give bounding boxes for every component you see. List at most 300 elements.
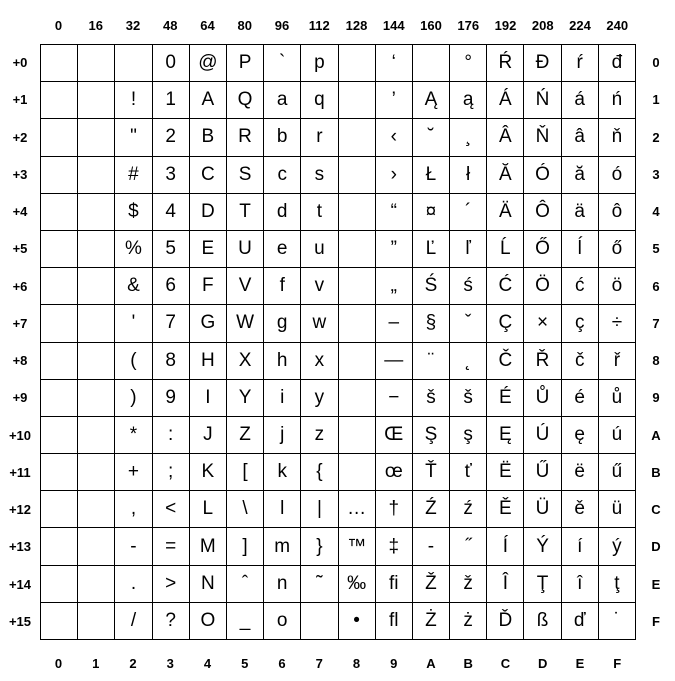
grid-row <box>41 193 636 230</box>
glyph-cell: [ <box>226 454 263 491</box>
glyph-cell: : <box>152 416 189 453</box>
glyph-cell <box>78 45 115 82</box>
glyph-cell: Y <box>226 379 263 416</box>
glyph-cell: n <box>264 565 301 602</box>
glyph-cell: ´ <box>450 193 487 230</box>
column-footer: F <box>613 656 622 671</box>
glyph-cell: † <box>375 491 412 528</box>
glyph-cell: y <box>301 379 338 416</box>
glyph-cell: a <box>264 82 301 119</box>
glyph-cell <box>78 565 115 602</box>
column-footer: 2 <box>129 656 137 671</box>
glyph-cell: œ <box>375 454 412 491</box>
glyph-cell: ˇ <box>450 305 487 342</box>
glyph-cell: ) <box>115 379 152 416</box>
glyph-cell: ë <box>561 454 598 491</box>
glyph-cell: Ę <box>487 416 524 453</box>
glyph-cell <box>41 45 78 82</box>
glyph-cell: W <box>226 305 263 342</box>
glyph-cell <box>338 230 375 267</box>
glyph-cell: v <box>301 268 338 305</box>
row-footer: 8 <box>652 353 660 368</box>
row-footer: 4 <box>652 204 660 219</box>
glyph-cell: Ô <box>524 193 561 230</box>
glyph-cell: s <box>301 156 338 193</box>
column-footer: E <box>575 656 585 671</box>
glyph-cell: × <box>524 305 561 342</box>
glyph-cell: \ <box>226 491 263 528</box>
character-grid <box>40 44 636 640</box>
glyph-cell: ! <box>115 82 152 119</box>
row-footer: 7 <box>652 315 660 331</box>
glyph-cell: - <box>412 528 449 565</box>
glyph-cell: | <box>301 491 338 528</box>
glyph-cell: C <box>189 156 226 193</box>
glyph-cell <box>78 156 115 193</box>
glyph-cell: Ú <box>524 416 561 453</box>
glyph-cell: č <box>561 342 598 379</box>
glyph-cell: A <box>189 82 226 119</box>
glyph-cell: ¨ <box>412 342 449 379</box>
column-header: 176 <box>457 18 480 33</box>
glyph-cell: c <box>264 156 301 193</box>
glyph-cell: P <box>226 45 263 82</box>
row-footer: D <box>651 539 661 555</box>
glyph-cell: T <box>226 193 263 230</box>
glyph-cell <box>41 528 78 565</box>
grid-row <box>41 230 636 267</box>
glyph-cell <box>78 268 115 305</box>
glyph-cell: „ <box>375 268 412 305</box>
glyph-cell: ę <box>561 416 598 453</box>
glyph-cell: ä <box>561 193 598 230</box>
column-header: 80 <box>237 18 252 33</box>
glyph-cell: Ë <box>487 454 524 491</box>
glyph-cell <box>78 454 115 491</box>
glyph-cell: t <box>301 193 338 230</box>
glyph-cell: w <box>301 305 338 342</box>
column-header: 48 <box>163 18 178 33</box>
column-header: 96 <box>274 18 290 33</box>
column-header: 16 <box>88 18 103 33</box>
column-footer: B <box>463 656 473 671</box>
glyph-cell <box>338 379 375 416</box>
glyph-cell: ‡ <box>375 528 412 565</box>
glyph-cell: Î <box>487 565 524 602</box>
glyph-cell: ű <box>598 454 635 491</box>
glyph-cell: ˙ <box>598 602 635 639</box>
column-header: 0 <box>54 18 63 33</box>
glyph-cell: Ü <box>524 491 561 528</box>
grid-row <box>41 82 636 119</box>
column-footer: 7 <box>315 656 323 671</box>
glyph-cell <box>338 268 375 305</box>
row-header: +2 <box>12 129 28 145</box>
row-header: +7 <box>12 315 28 331</box>
glyph-cell: R <box>226 119 263 156</box>
glyph-cell: ü <box>598 491 635 528</box>
glyph-cell: Ť <box>412 454 449 491</box>
glyph-cell: d <box>264 193 301 230</box>
glyph-cell: ; <box>152 454 189 491</box>
glyph-cell: î <box>561 565 598 602</box>
glyph-cell <box>338 416 375 453</box>
glyph-cell <box>41 193 78 230</box>
column-header: 160 <box>420 18 442 33</box>
glyph-cell: ś <box>450 268 487 305</box>
glyph-cell: ‘ <box>375 45 412 82</box>
row-footer: 1 <box>652 92 660 108</box>
glyph-cell: N <box>189 565 226 602</box>
glyph-cell: Ą <box>412 82 449 119</box>
glyph-cell <box>301 602 338 639</box>
glyph-cell: í <box>561 528 598 565</box>
glyph-cell: Ł <box>412 156 449 193</box>
glyph-cell <box>338 45 375 82</box>
column-header: 32 <box>125 18 141 33</box>
glyph-cell: ﬁ <box>375 565 412 602</box>
glyph-cell: ő <box>598 230 635 267</box>
glyph-cell <box>78 305 115 342</box>
glyph-cell: ‹ <box>375 119 412 156</box>
glyph-cell: Œ <box>375 416 412 453</box>
glyph-cell: ń <box>598 82 635 119</box>
glyph-cell: ‰ <box>338 565 375 602</box>
glyph-cell: Ś <box>412 268 449 305</box>
grid-row <box>41 416 636 453</box>
glyph-cell: ţ <box>598 565 635 602</box>
glyph-cell: @ <box>189 45 226 82</box>
glyph-cell: ć <box>561 268 598 305</box>
glyph-cell: › <box>375 156 412 193</box>
row-header: +9 <box>12 390 28 406</box>
glyph-cell: Ň <box>524 119 561 156</box>
glyph-cell: Ŕ <box>487 45 524 82</box>
glyph-cell: J <box>189 416 226 453</box>
glyph-cell: ú <box>598 416 635 453</box>
glyph-cell <box>41 82 78 119</box>
glyph-cell: q <box>301 82 338 119</box>
glyph-cell: Á <box>487 82 524 119</box>
glyph-cell: ľ <box>450 230 487 267</box>
glyph-cell: I <box>189 379 226 416</box>
glyph-cell: • <box>338 602 375 639</box>
column-footer: 3 <box>166 656 174 671</box>
glyph-cell: H <box>189 342 226 379</box>
glyph-cell: đ <box>598 45 635 82</box>
glyph-cell <box>338 193 375 230</box>
glyph-cell: ` <box>264 45 301 82</box>
glyph-cell: ” <box>375 230 412 267</box>
glyph-cell: z <box>301 416 338 453</box>
glyph-cell: e <box>264 230 301 267</box>
glyph-cell: ď <box>561 602 598 639</box>
glyph-cell <box>41 230 78 267</box>
glyph-cell: L <box>189 491 226 528</box>
glyph-cell: ş <box>450 416 487 453</box>
glyph-cell: ó <box>598 156 635 193</box>
glyph-cell <box>78 491 115 528</box>
glyph-cell <box>41 379 78 416</box>
glyph-cell <box>338 119 375 156</box>
glyph-cell: > <box>152 565 189 602</box>
glyph-cell: ÷ <box>598 305 635 342</box>
row-footer: A <box>651 427 661 443</box>
glyph-cell: - <box>115 528 152 565</box>
glyph-cell: š <box>412 379 449 416</box>
glyph-cell: + <box>115 454 152 491</box>
glyph-cell: g <box>264 305 301 342</box>
glyph-cell: E <box>189 230 226 267</box>
grid-row <box>41 119 636 156</box>
glyph-cell: ˜ <box>301 565 338 602</box>
grid-row <box>41 491 636 528</box>
glyph-cell <box>41 454 78 491</box>
glyph-cell: Ű <box>524 454 561 491</box>
glyph-cell <box>41 119 78 156</box>
glyph-cell: 1 <box>152 82 189 119</box>
glyph-cell: U <box>226 230 263 267</box>
glyph-cell: i <box>264 379 301 416</box>
glyph-cell: u <box>301 230 338 267</box>
glyph-cell <box>41 416 78 453</box>
glyph-cell: ﬂ <box>375 602 412 639</box>
glyph-cell: ł <box>450 156 487 193</box>
glyph-cell <box>78 602 115 639</box>
row-footer: F <box>652 613 660 629</box>
glyph-cell <box>338 156 375 193</box>
column-header: 240 <box>606 18 629 33</box>
glyph-cell: “ <box>375 193 412 230</box>
column-header: 128 <box>345 18 368 33</box>
glyph-cell: Ă <box>487 156 524 193</box>
glyph-cell <box>115 45 152 82</box>
glyph-cell: – <box>375 305 412 342</box>
glyph-cell: h <box>264 342 301 379</box>
glyph-cell: ç <box>561 305 598 342</box>
glyph-cell: Ń <box>524 82 561 119</box>
row-footer: B <box>651 464 661 480</box>
glyph-cell <box>78 193 115 230</box>
column-footer: 1 <box>92 656 100 671</box>
glyph-cell: ö <box>598 268 635 305</box>
glyph-cell: k <box>264 454 301 491</box>
glyph-cell: Ů <box>524 379 561 416</box>
glyph-cell <box>41 305 78 342</box>
column-footer: 0 <box>54 656 63 671</box>
glyph-cell: ˘ <box>412 119 449 156</box>
glyph-cell: D <box>189 193 226 230</box>
glyph-cell: ý <box>598 528 635 565</box>
glyph-cell <box>78 119 115 156</box>
row-header: +6 <box>12 278 28 294</box>
glyph-cell: Ó <box>524 156 561 193</box>
glyph-cell: ź <box>450 491 487 528</box>
row-header: +0 <box>12 55 28 70</box>
glyph-cell: ň <box>598 119 635 156</box>
glyph-cell: " <box>115 119 152 156</box>
glyph-cell: â <box>561 119 598 156</box>
glyph-cell: ° <box>450 45 487 82</box>
glyph-cell: f <box>264 268 301 305</box>
glyph-cell: … <box>338 491 375 528</box>
glyph-cell <box>338 82 375 119</box>
glyph-cell: 0 <box>152 45 189 82</box>
glyph-cell: Ř <box>524 342 561 379</box>
glyph-cell: − <box>375 379 412 416</box>
grid-row <box>41 565 636 602</box>
glyph-cell: Í <box>487 528 524 565</box>
glyph-cell: Ľ <box>412 230 449 267</box>
glyph-cell <box>338 454 375 491</box>
glyph-cell: _ <box>226 602 263 639</box>
glyph-cell: . <box>115 565 152 602</box>
glyph-cell: $ <box>115 193 152 230</box>
glyph-cell: G <box>189 305 226 342</box>
glyph-cell: 9 <box>152 379 189 416</box>
glyph-cell: x <box>301 342 338 379</box>
glyph-cell: ß <box>524 602 561 639</box>
glyph-cell <box>338 305 375 342</box>
row-header: +8 <box>12 353 28 368</box>
glyph-cell: Ž <box>412 565 449 602</box>
glyph-cell: á <box>561 82 598 119</box>
glyph-cell: É <box>487 379 524 416</box>
glyph-cell: % <box>115 230 152 267</box>
glyph-cell: # <box>115 156 152 193</box>
glyph-cell: Z <box>226 416 263 453</box>
glyph-cell: l <box>264 491 301 528</box>
row-header: +5 <box>12 241 28 257</box>
glyph-cell: Ź <box>412 491 449 528</box>
glyph-cell: 7 <box>152 305 189 342</box>
glyph-cell: ˛ <box>450 342 487 379</box>
glyph-cell: 5 <box>152 230 189 267</box>
row-footer: 9 <box>652 390 660 406</box>
glyph-cell: o <box>264 602 301 639</box>
row-footer: 0 <box>652 55 660 70</box>
grid-row <box>41 454 636 491</box>
glyph-cell <box>78 230 115 267</box>
row-footer: 6 <box>652 278 660 294</box>
glyph-cell <box>41 491 78 528</box>
grid-row <box>41 602 636 639</box>
row-footer: C <box>651 502 661 517</box>
glyph-cell: } <box>301 528 338 565</box>
glyph-cell: ă <box>561 156 598 193</box>
row-header: +4 <box>12 204 28 219</box>
glyph-cell: X <box>226 342 263 379</box>
glyph-cell: Ä <box>487 193 524 230</box>
glyph-cell <box>78 379 115 416</box>
glyph-cell <box>78 528 115 565</box>
glyph-cell: * <box>115 416 152 453</box>
row-footer: E <box>651 576 661 592</box>
glyph-cell: Ç <box>487 305 524 342</box>
glyph-cell: Đ <box>524 45 561 82</box>
column-footer: 5 <box>241 656 249 671</box>
glyph-cell <box>78 82 115 119</box>
glyph-cell: r <box>301 119 338 156</box>
glyph-cell: j <box>264 416 301 453</box>
glyph-cell: ż <box>450 602 487 639</box>
glyph-cell: 2 <box>152 119 189 156</box>
glyph-cell: ž <box>450 565 487 602</box>
glyph-cell: Ţ <box>524 565 561 602</box>
glyph-cell: ¤ <box>412 193 449 230</box>
glyph-cell: 6 <box>152 268 189 305</box>
glyph-cell: Ő <box>524 230 561 267</box>
glyph-cell: B <box>189 119 226 156</box>
column-footer: 6 <box>278 656 286 671</box>
glyph-cell: 3 <box>152 156 189 193</box>
glyph-cell: — <box>375 342 412 379</box>
glyph-cell: ™ <box>338 528 375 565</box>
glyph-cell: ' <box>115 305 152 342</box>
row-footer: 5 <box>652 241 660 257</box>
glyph-cell: ( <box>115 342 152 379</box>
row-footer: 3 <box>652 166 660 182</box>
glyph-cell: ě <box>561 491 598 528</box>
grid-row <box>41 528 636 565</box>
glyph-cell: ą <box>450 82 487 119</box>
glyph-cell: Ě <box>487 491 524 528</box>
column-footer: C <box>500 656 511 671</box>
glyph-cell: Ć <box>487 268 524 305</box>
glyph-cell <box>41 156 78 193</box>
glyph-cell <box>41 268 78 305</box>
column-footer: 8 <box>352 656 361 671</box>
glyph-cell: K <box>189 454 226 491</box>
glyph-cell: & <box>115 268 152 305</box>
grid-row <box>41 305 636 342</box>
glyph-cell: ŕ <box>561 45 598 82</box>
glyph-cell <box>78 342 115 379</box>
column-header: 112 <box>308 18 330 33</box>
glyph-cell: { <box>301 454 338 491</box>
glyph-cell: / <box>115 602 152 639</box>
row-header: +1 <box>12 92 28 108</box>
glyph-cell: m <box>264 528 301 565</box>
glyph-cell: Q <box>226 82 263 119</box>
row-header: +14 <box>8 576 32 592</box>
glyph-cell: ô <box>598 193 635 230</box>
glyph-cell: 8 <box>152 342 189 379</box>
glyph-cell: S <box>226 156 263 193</box>
column-header: 144 <box>382 18 405 33</box>
column-footer: A <box>426 656 436 671</box>
glyph-cell: p <box>301 45 338 82</box>
row-header: +10 <box>8 427 32 443</box>
row-header: +12 <box>8 502 32 517</box>
row-header: +11 <box>9 464 31 480</box>
column-footer: 9 <box>390 656 398 671</box>
glyph-cell: b <box>264 119 301 156</box>
row-header: +13 <box>8 539 32 555</box>
glyph-cell: Ď <box>487 602 524 639</box>
glyph-cell: š <box>450 379 487 416</box>
glyph-cell: Ö <box>524 268 561 305</box>
glyph-cell: ˆ <box>226 565 263 602</box>
glyph-cell: ů <box>598 379 635 416</box>
glyph-cell: ] <box>226 528 263 565</box>
column-header: 64 <box>200 18 215 33</box>
glyph-cell: ř <box>598 342 635 379</box>
column-footer: 4 <box>203 656 212 671</box>
grid-row <box>41 379 636 416</box>
glyph-cell: ť <box>450 454 487 491</box>
column-header: 224 <box>569 18 591 33</box>
